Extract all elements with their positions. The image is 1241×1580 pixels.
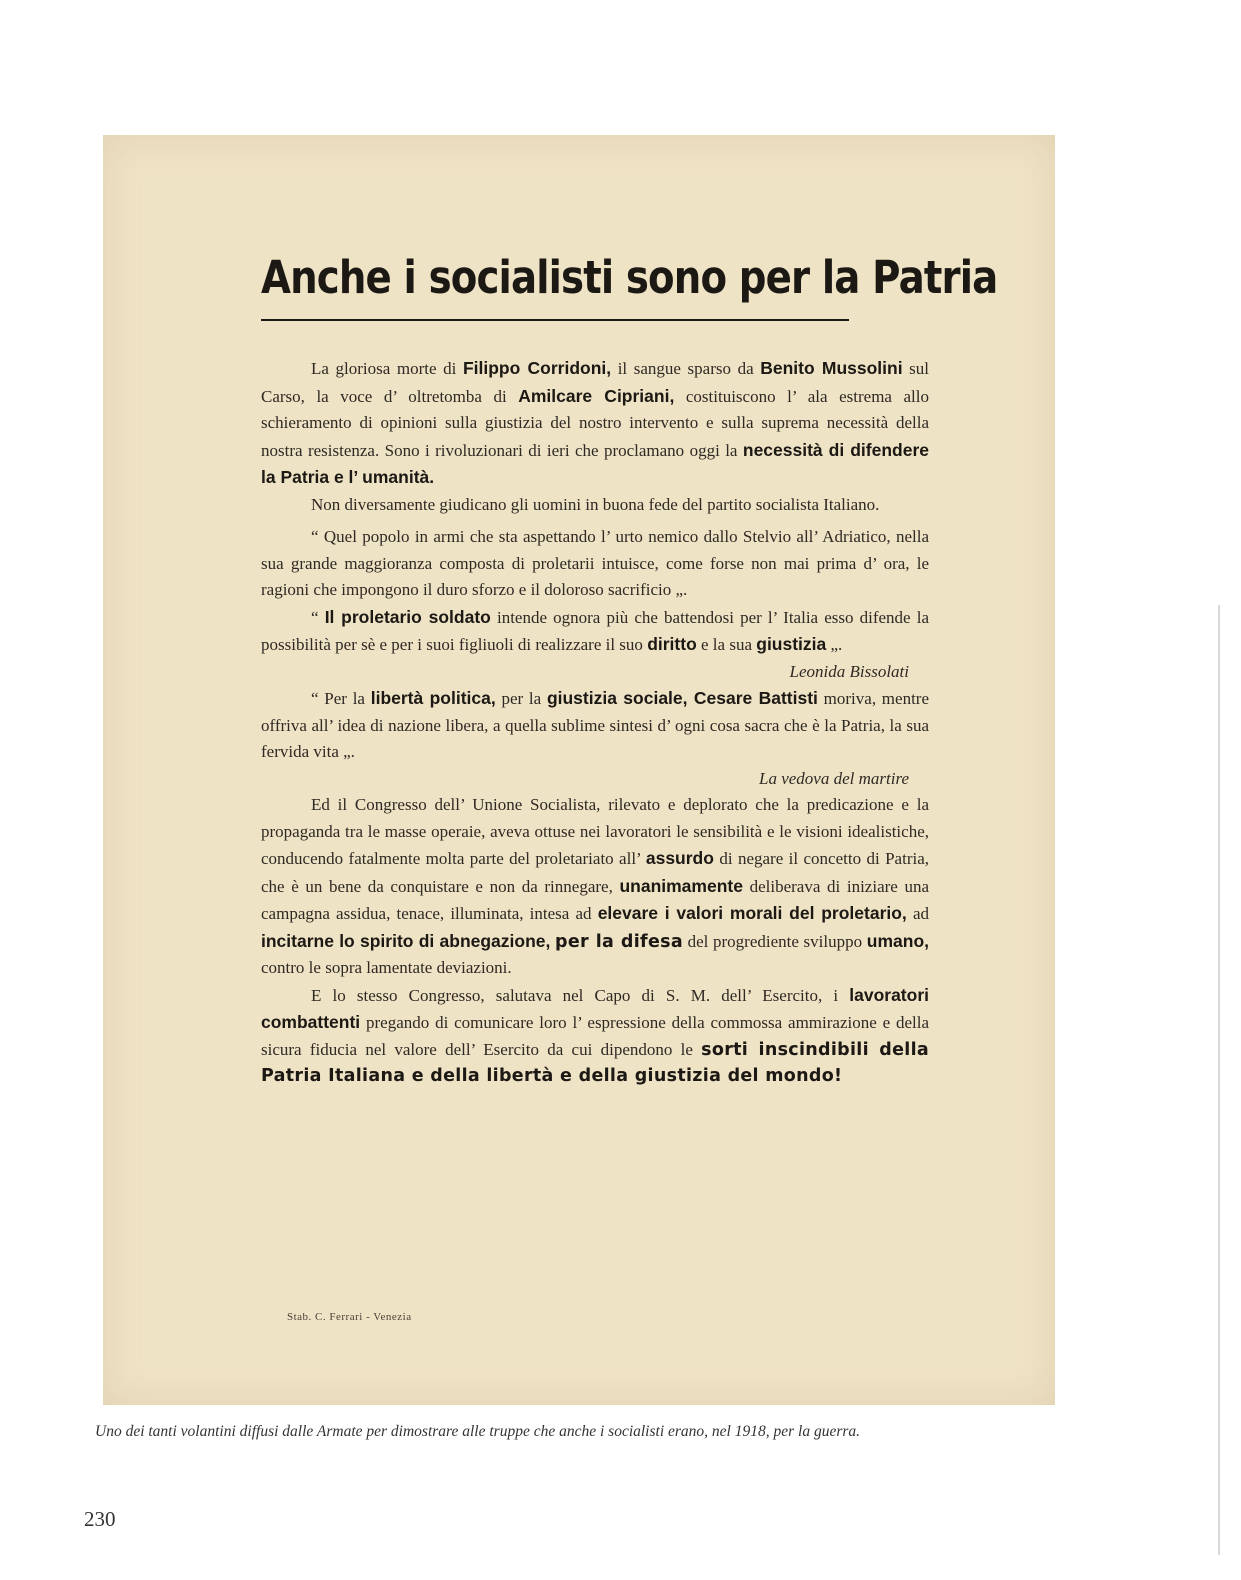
text: sul Carso, la voce d’ oltretomba di <box>261 359 929 406</box>
text: il sangue sparso da <box>611 359 761 378</box>
quote-mark: “ <box>311 689 319 708</box>
text: contro le sopra lamentate deviazioni. <box>261 958 512 977</box>
bold-text: Il proletario soldato <box>324 606 491 627</box>
figure-caption: Uno dei tanti volantini diffusi dalle Armate per dimostrare alle truppe che anche i socialisti erano, nel 1918, per la guerra. <box>95 1423 861 1440</box>
bold-text: unanimamente <box>619 875 743 896</box>
text: Quel popolo in armi che sta aspettando l’ urto nemico dallo Stelvio all’ Adriatico, nella sua grande maggioranza composta di proletarii intuisce, come forse non mai prima d’ ora, le ragioni che impongono il duro sforzo e il doloroso sacrificio „. <box>261 527 930 599</box>
paragraph-3 <box>261 792 929 982</box>
bold-text: Amilcare Cipriani, <box>518 385 675 406</box>
text: intende ognora più che battendosi per l’ Italia esso difende la possibilità per sè e per i suoi figliuoli di realizzare il suo <box>261 607 929 654</box>
text: moriva, mentre offriva all’ idea di nazione libera, a quella sublime sintesi d’ ogni cosa sacra che è la Patria, la sua fervida vita „. <box>261 689 930 761</box>
text: „. <box>826 635 843 654</box>
bold-text: Benito Mussolini <box>760 358 903 378</box>
paragraph-1 <box>261 355 929 492</box>
paragraph-4 <box>261 982 929 1090</box>
flyer-body <box>261 355 929 1090</box>
quote-2 <box>261 604 929 659</box>
bold-text: incitarne lo spirito di abnegazione, <box>261 930 551 951</box>
flyer-title: Anche i socialisti sono per la Patria <box>261 251 998 304</box>
quote-1 <box>261 524 929 604</box>
text: La gloriosa morte di <box>311 359 463 378</box>
signature-vedova: La vedova del martire <box>759 768 909 788</box>
text: Ed il Congresso dell’ Unione Socialista, rilevato e deplorato che la predicazione e la propaganda tra le masse operaie, aveva ottuse nei lavoratori le sensibilità e le visioni idealistiche, conducendo fatalmente molta parte del proletariato all’ <box>261 795 929 868</box>
paragraph-2: Non diversamente giudicano gli uomini in buona fede del partito socialista Italiano. <box>311 494 880 514</box>
text: per la <box>495 689 547 708</box>
bold-text: assurdo <box>645 848 714 868</box>
bold-text: libertà politica, <box>370 688 496 708</box>
text: pregando di comunicare loro l’ espressione della commossa ammirazione e della sicura fiducia nel valore dell’ Esercito da cui dipendono le <box>261 1013 929 1059</box>
text: Per la <box>324 689 371 708</box>
quote-mark: “ <box>311 527 319 546</box>
quote-mark: “ <box>311 607 319 627</box>
bold-text: giustizia <box>756 634 827 654</box>
text: e la sua <box>696 635 757 654</box>
quote-3 <box>261 685 929 766</box>
flyer-image <box>103 135 1055 1405</box>
text: del progrediente sviluppo <box>682 931 867 951</box>
text: E lo stesso Congresso, salutava nel Capo di S. M. dell’ Esercito, i <box>311 985 850 1005</box>
bold-text: giustizia sociale, Cesare Battisti <box>546 688 818 708</box>
heavy-bold-text: sorti inscindibili della Patria Italiana e della libertà e della giustizia del mondo! <box>261 1039 929 1086</box>
text: ad <box>906 904 929 923</box>
signature-bissolati: Leonida Bissolati <box>789 661 909 681</box>
page-number: 230 <box>84 1507 116 1531</box>
text: deliberava di iniziare una campagna assidua, tenace, illuminata, intesa ad <box>261 876 929 923</box>
text: di negare il concetto di Patria, che è un bene da conquistare e non da rinnegare, <box>261 849 929 896</box>
text: costituiscono l’ ala estrema allo schieramento di opinioni sulla giustizia del nostro intervento e sulla suprema necessità della nostra resistenza. Sono i rivoluzionari di ieri che proclamano oggi la <box>261 386 929 460</box>
bold-text: umano, <box>866 930 929 951</box>
bold-text: lavoratori combattenti <box>261 984 929 1032</box>
heavy-bold-text: per la difesa <box>555 931 683 952</box>
page-edge-line <box>1218 605 1220 1555</box>
bold-text: elevare i valori morali del proletario, <box>597 903 907 923</box>
title-underline <box>261 319 849 321</box>
bold-text: necessità di difendere la Patria e l’ umanità. <box>261 439 929 487</box>
bold-text: Filippo Corridoni, <box>462 358 612 378</box>
printer-imprint: Stab. C. Ferrari - Venezia <box>287 1311 412 1323</box>
bold-text: diritto <box>647 634 697 654</box>
